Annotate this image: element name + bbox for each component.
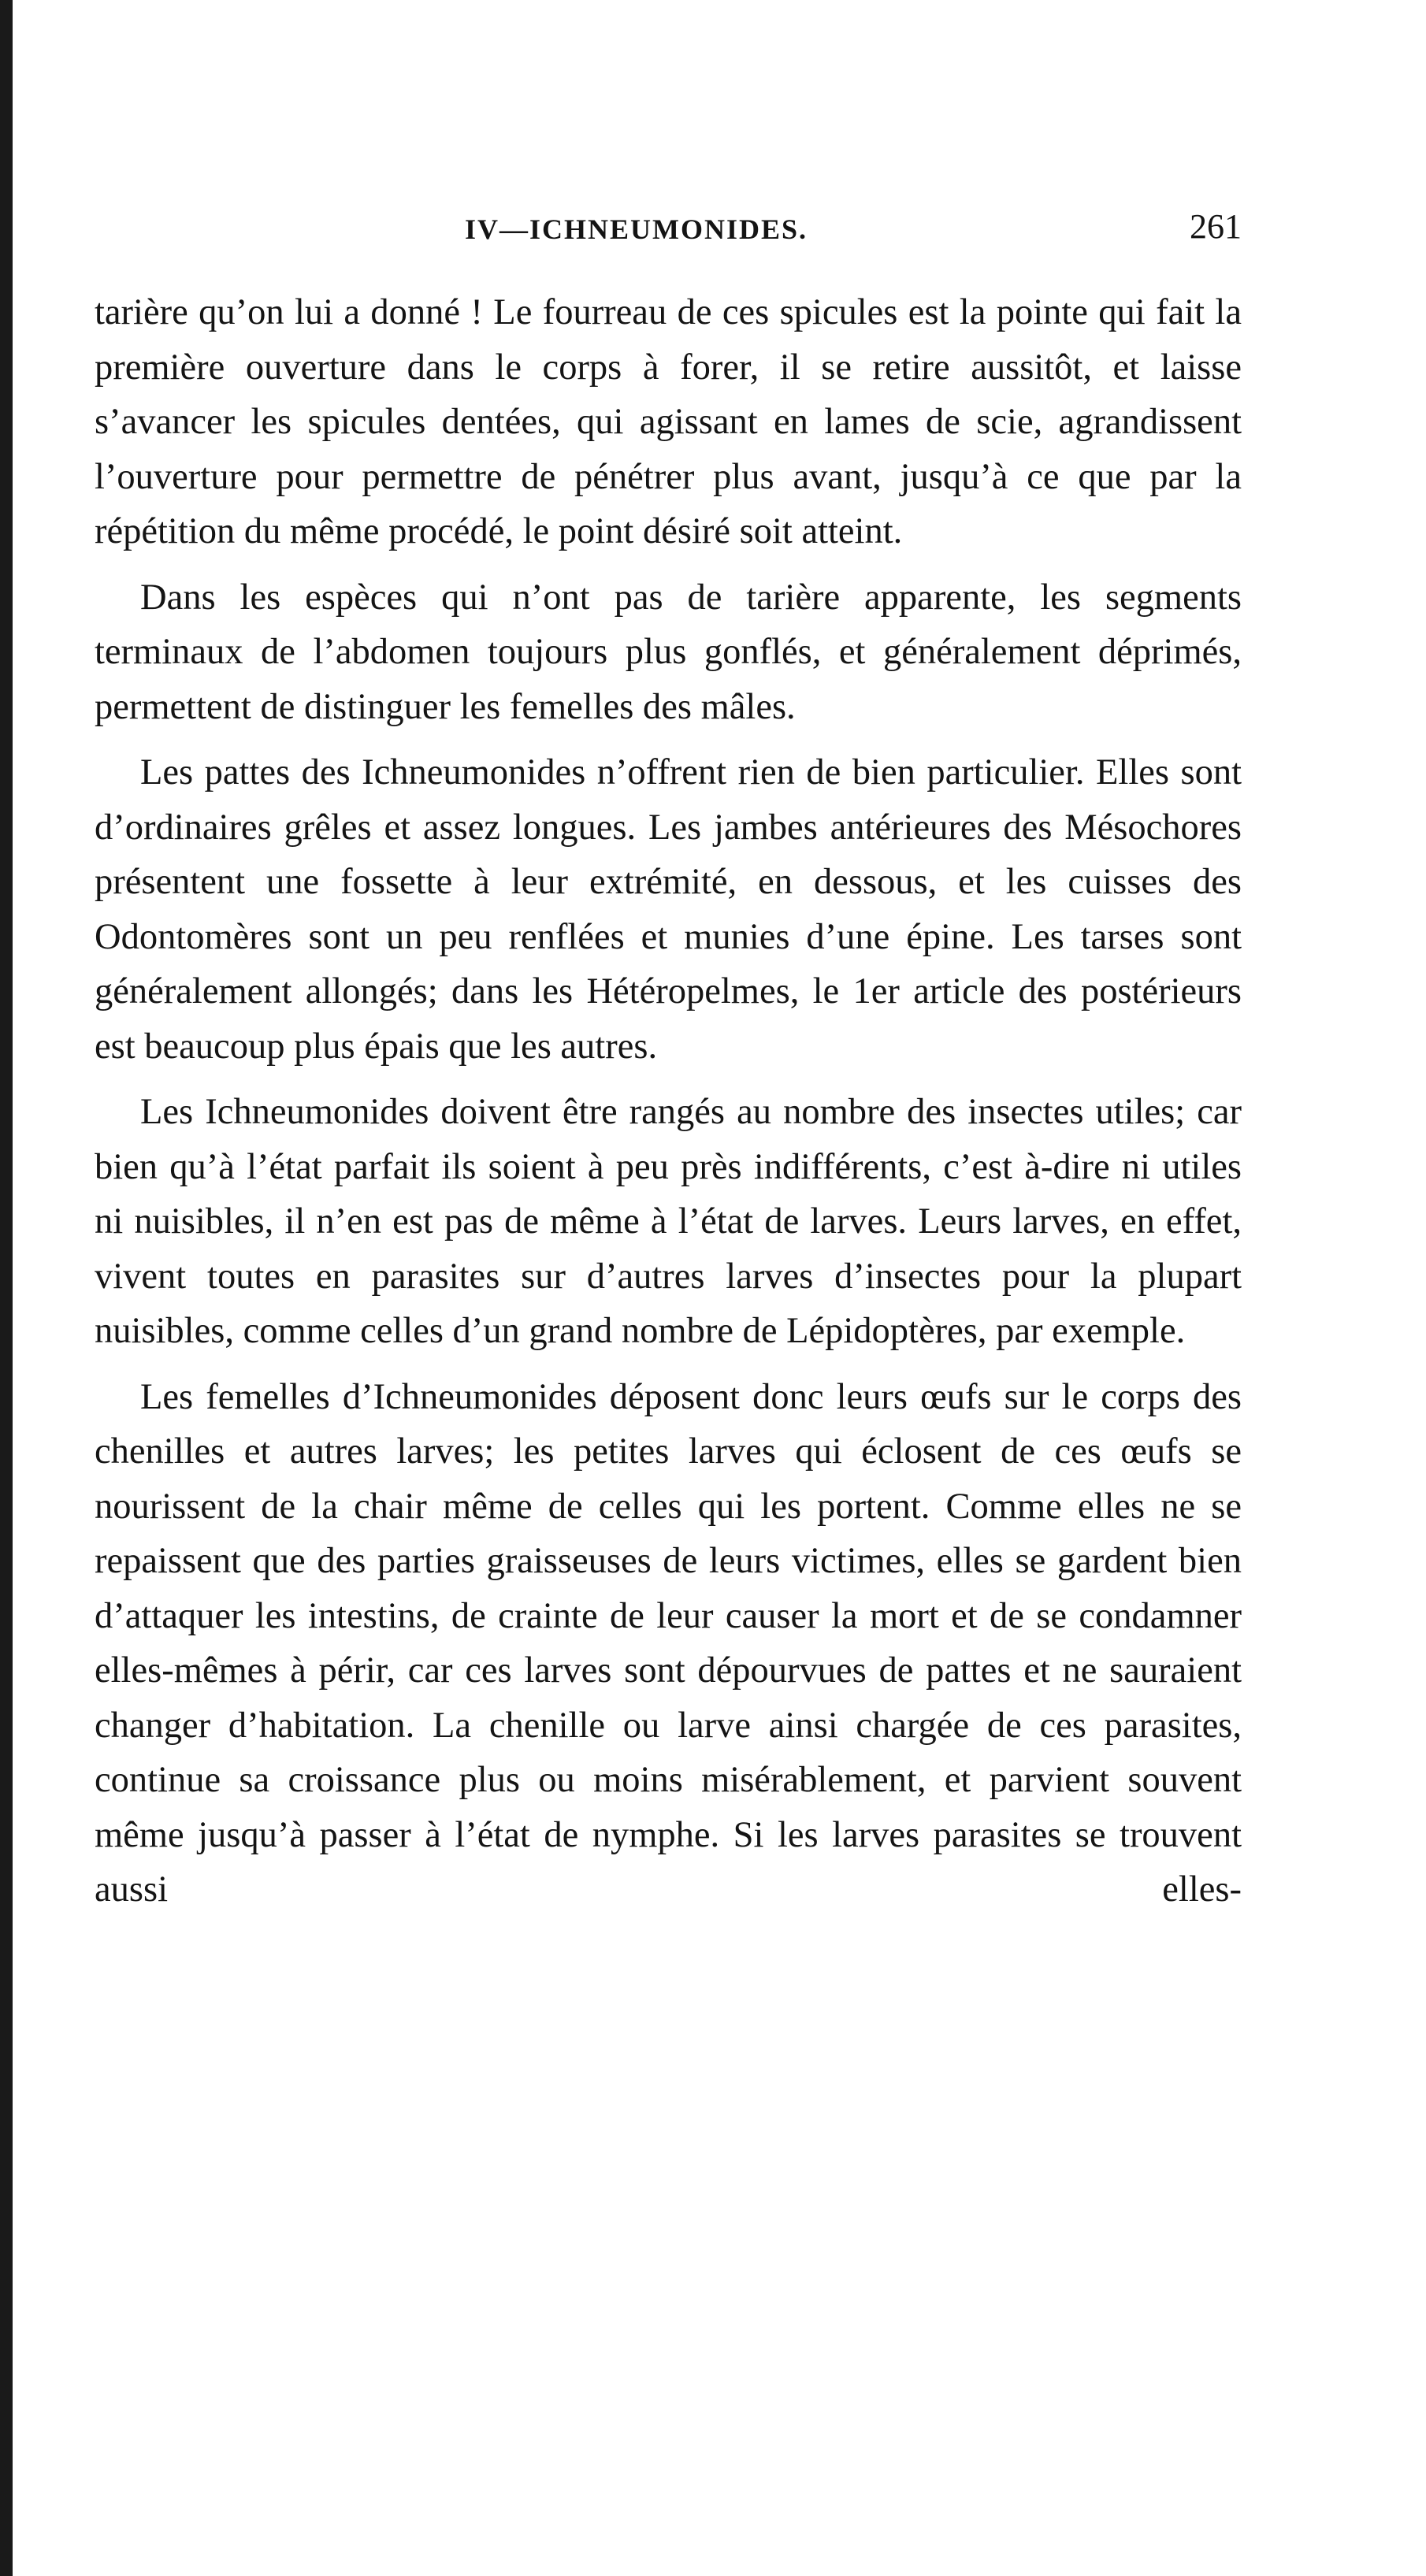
page-header <box>131 206 1242 254</box>
paragraph-utility: Les Ichneumonides doivent être rangés au nombre des insectes utiles; car bien qu’à l’état parfait ils soient à peu près indifférents, c’est à-dire ni utiles ni nuisibles, il n’en est pas de même à l’état de larves. Leurs larves, en effet, vivent toutes en parasites sur d’autres larves d’insectes pour la plupart nuisibles, comme celles d’un grand nombre de Lépidoptères, par exemple. <box>95 1092 1242 1351</box>
paragraph-legs: Les pattes des Ichneumonides n’offrent rien de bien particulier. Elles sont d’ordinaires grêles et assez longues. Les jambes antérieures des Mésochores présentent une fossette à leur extrémité, en dessous, et les cuisses des Odontomères sont un peu renflées et munies d’une épine. Les tarses sont généralement allongés; dans les Hétéropelmes, le 1er article des postérieurs est beaucoup plus épais que les autres. <box>95 752 1242 1067</box>
paragraph-parasitism: Les femelles d’Ichneumonides déposent donc leurs œufs sur le corps des chenilles et autres larves; les petites larves qui éclosent de ces œufs se nourissent de la chair même de celles qui les portent. Comme elles ne se repaissent que des parties graisseuses de leurs victimes, elles se gardent bien d’attaquer les intestins, de crainte de leur causer la mort et de se condamner elles-mêmes à périr, car ces larves sont dépourvues de pattes et ne sauraient changer d’habitation. La chenille ou larve ainsi chargée de ces parasites, continue sa croissance plus ou moins misérablement, et parvient souvent même jusqu’à passer à l’état de nymphe. Si les larves parasites se trouvent aussi elles- <box>95 1376 1242 1910</box>
body-text <box>95 285 1242 1917</box>
paragraph-abdomen: Dans les espèces qui n’ont pas de tarière apparente, les segments terminaux de l’abdomen toujours plus gonflés, et généralement déprimés, permettent de distinguer les femelles des mâles. <box>95 577 1242 727</box>
paragraph-continuation: tarière qu’on lui a donné ! Le fourreau de ces spicules est la pointe qui fait la première ouverture dans le corps à forer, il se retire aussitôt, et laisse s’avancer les spicules dentées, qui agissant en lames de scie, agrandissent l’ouverture pour permettre de pénétrer plus avant, jusqu’à ce que par la répétition du même procédé, le point désiré soit atteint. <box>95 292 1242 551</box>
running-title: IV—ICHNEUMONIDES. <box>465 213 808 245</box>
page-binding-edge <box>0 0 13 2576</box>
page-number: 261 <box>1190 207 1242 246</box>
